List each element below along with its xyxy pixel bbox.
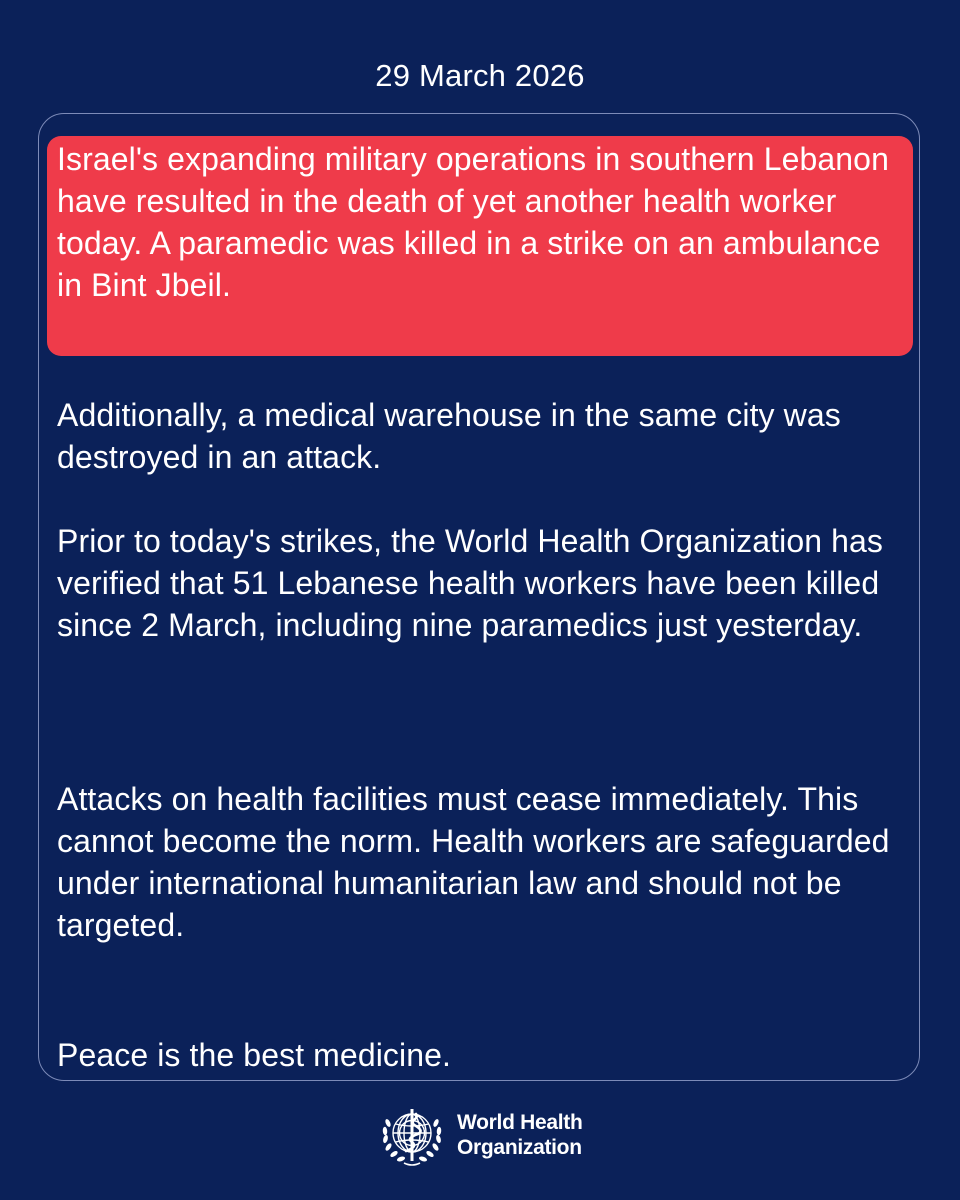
who-logo bbox=[376, 1101, 596, 1171]
highlighted-paragraph: Israel's expanding military operations in southern Lebanon have resulted in the death of yet another health worker today. A paramedic was killed in a strike on an ambulance in Bint Jbeil. bbox=[57, 141, 889, 303]
who-emblem-icon bbox=[376, 1101, 448, 1171]
who-wordmark bbox=[457, 1110, 583, 1160]
paragraph-warehouse: Additionally, a medical warehouse in the same city was destroyed in an attack. bbox=[57, 397, 841, 475]
paragraph-verified-deaths: Prior to today's strikes, the World Health Organization has verified that 51 Lebanese health workers have been killed since 2 March, including nine paramedics just yesterday. bbox=[57, 523, 884, 643]
paragraph-appeal: Attacks on health facilities must cease immediately. This cannot become the norm. Health workers are safeguarded under international humanitarian law and should not be targeted. bbox=[57, 781, 890, 943]
post-date: 29 March 2026 bbox=[375, 58, 585, 93]
who-wordmark-line2: Organization bbox=[457, 1136, 582, 1159]
who-wordmark-line1: World Health bbox=[457, 1111, 583, 1134]
paragraph-closing: Peace is the best medicine. bbox=[57, 1037, 452, 1073]
